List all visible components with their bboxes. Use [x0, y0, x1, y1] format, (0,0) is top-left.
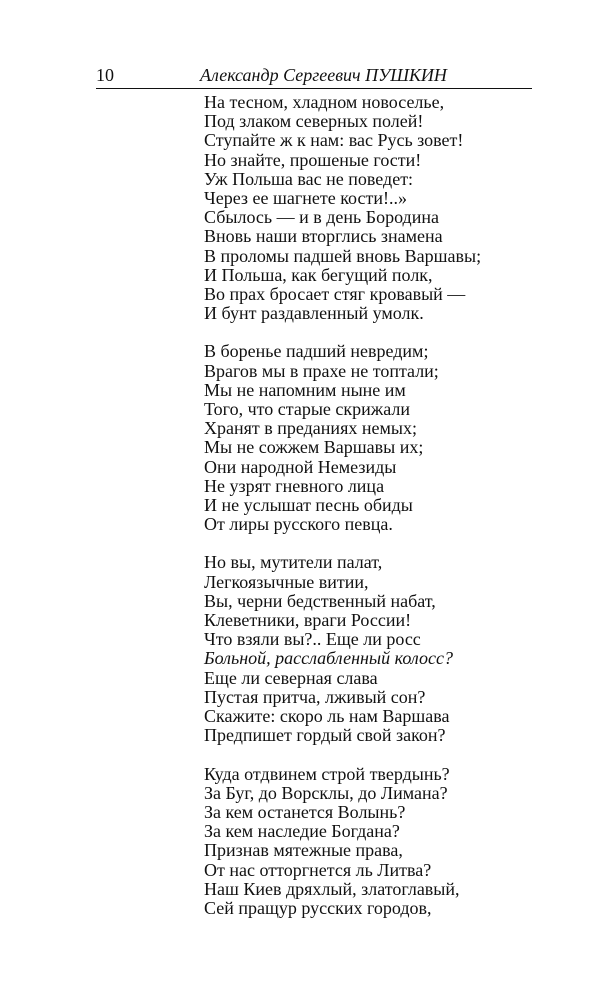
- poem-line: Пустая притча, лживый сон?: [204, 686, 426, 707]
- poem-line-italic: Больной, расслабленный колосс?: [204, 648, 453, 669]
- poem-line: Предпишет гордый свой закон?: [204, 725, 446, 746]
- poem-line: На тесном, хладном новоселье,: [204, 92, 445, 112]
- poem-line: И не услышат песнь обиды: [204, 495, 413, 516]
- poem-line: Ступайте ж к нам: вас Русь зовет!: [204, 130, 464, 151]
- stanza: [204, 93, 534, 323]
- page-header: [96, 64, 532, 89]
- poem-line: Они народной Немезиды: [204, 456, 397, 477]
- running-head: Александр Сергеевич ПУШКИН: [200, 65, 447, 85]
- poem-line: За Буг, до Ворсклы, до Лимана?: [204, 782, 448, 803]
- poem-line: Мы не сожжем Варшавы их;: [204, 437, 424, 458]
- poem-line: И бунт раздавленный умолк.: [204, 303, 424, 324]
- poem-line: От нас отторгнется ль Литва?: [204, 859, 432, 880]
- poem-line: Не узрят гневного лица: [204, 475, 385, 496]
- poem-line: Того, что старые скрижали: [204, 399, 410, 420]
- poem-line: Врагов мы в прахе не топтали;: [204, 360, 439, 381]
- poem-text: [204, 93, 534, 937]
- poem-line: Но вы, мутители палат,: [204, 552, 383, 573]
- poem-line: И Польша, как бегущий полк,: [204, 264, 433, 285]
- poem-line: Что взяли вы?.. Еще ли росс: [204, 629, 421, 650]
- poem-line: Через ее шагнете кости!..»: [204, 188, 407, 209]
- stanza: [204, 342, 534, 534]
- poem-line: Хранят в преданиях немых;: [204, 418, 417, 439]
- poem-line: В проломы падшей вновь Варшавы;: [204, 245, 482, 266]
- poem-line: Но знайте, прошеные гости!: [204, 149, 422, 170]
- poem-line: Под злаком северных полей!: [204, 111, 424, 132]
- stanza: [204, 765, 534, 919]
- poem-line: Клеветники, враги России!: [204, 610, 412, 631]
- poem-line: Уж Польша вас не поведет:: [204, 168, 414, 189]
- poem-line: За кем останется Волынь?: [204, 801, 406, 822]
- page-number: 10: [96, 65, 114, 85]
- poem-line: Куда отдвинем строй твердынь?: [204, 763, 450, 784]
- poem-line: Сей пращур русских городов,: [204, 897, 432, 918]
- poem-line: Мы не напомним ныне им: [204, 379, 406, 400]
- poem-line: В боренье падший невредим;: [204, 341, 429, 362]
- stanza: [204, 553, 534, 745]
- poem-line: Сбылось — и в день Бородина: [204, 207, 439, 228]
- poem-line: Легкоязычные витии,: [204, 571, 369, 592]
- poem-line: Признав мятежные права,: [204, 840, 403, 861]
- poem-line: Во прах бросает стяг кровавый —: [204, 284, 466, 305]
- poem-line: За кем наследие Богдана?: [204, 821, 400, 842]
- poem-line: Вы, черни бедственный набат,: [204, 590, 436, 611]
- poem-line: Наш Киев дряхлый, златоглавый,: [204, 878, 460, 899]
- poem-line: Скажите: скоро ль нам Варшава: [204, 706, 450, 727]
- poem-line: Вновь наши вторглись знамена: [204, 226, 443, 247]
- poem-line: Еще ли северная слава: [204, 667, 378, 688]
- poem-line: От лиры русского певца.: [204, 514, 393, 535]
